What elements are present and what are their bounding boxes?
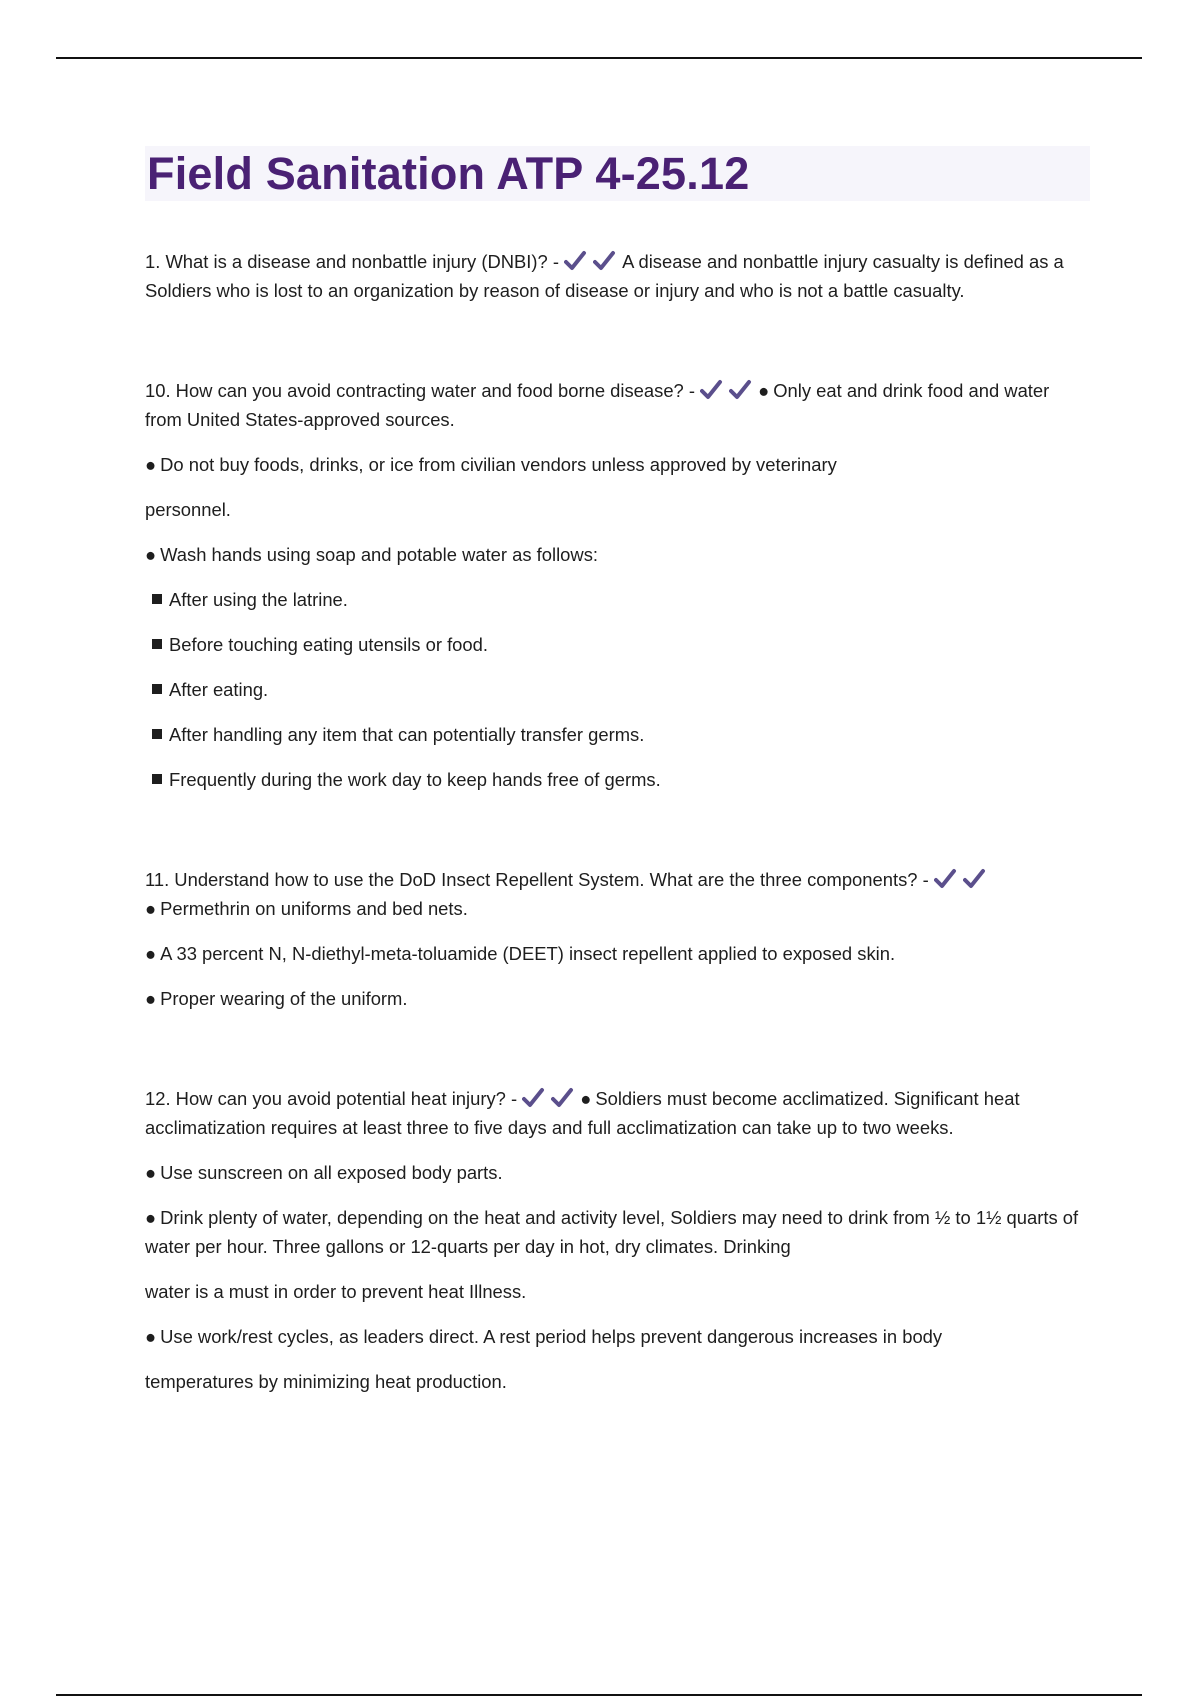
square-bullet-icon: [152, 594, 162, 604]
check-icon: [700, 379, 723, 401]
qa-item-10: [145, 376, 1090, 794]
check-icon: [963, 868, 986, 890]
title-band: [145, 146, 1090, 201]
top-rule: [56, 57, 1142, 59]
bullet-continuation: temperatures by minimizing heat production.: [145, 1371, 507, 1392]
square-bullet-icon: [152, 684, 162, 694]
qa-paragraph: [145, 1084, 1090, 1142]
sub-bullet-text: After handling any item that can potentially transfer germs.: [169, 724, 645, 745]
bullet-continuation: personnel.: [145, 499, 231, 520]
check-icon: [934, 868, 957, 890]
sub-bullet-text: After using the latrine.: [169, 589, 348, 610]
check-icon: [522, 1087, 545, 1109]
dash-separator: -: [683, 380, 701, 401]
bullet-item: [145, 540, 1090, 569]
bullet-text: Do not buy foods, drinks, or ice from civilian vendors unless approved by veterinary: [160, 454, 837, 475]
bottom-rule: [56, 1694, 1142, 1696]
sub-bullet-item: [145, 630, 1090, 659]
sub-bullet-item: [145, 765, 1090, 794]
bullet-text: Wash hands using soap and potable water as follows:: [160, 544, 599, 565]
bullet-item: [145, 939, 1090, 968]
sub-bullet-text: Frequently during the work day to keep hands free of germs.: [169, 769, 661, 790]
bullet-text: A 33 percent N, N-diethyl-meta-toluamide (DEET) insect repellent applied to exposed skin.: [160, 943, 896, 964]
check-icon: [564, 250, 587, 272]
question-text: 10. How can you avoid contracting water and food borne disease?: [145, 380, 684, 401]
square-bullet-icon: [152, 774, 162, 784]
answer-text: Soldiers must become acclimatized. Significant heat acclimatization requires at least three to five days and full acclimatization can take up to two weeks.: [145, 1088, 1020, 1138]
sub-bullet-item: [145, 675, 1090, 704]
sub-bullet-text: Before touching eating utensils or food.: [169, 634, 488, 655]
check-icon: [729, 379, 752, 401]
dash-separator: -: [917, 869, 934, 890]
qa-paragraph: [145, 247, 1090, 305]
bullet-icon: ●: [145, 544, 157, 565]
bullet-item: [145, 1158, 1090, 1187]
question-text: 11. Understand how to use the DoD Insect Repellent System. What are the three components?: [145, 869, 918, 890]
bullet-item: [145, 1203, 1090, 1261]
bullet-icon: ●: [145, 1326, 157, 1347]
check-icon: [551, 1087, 574, 1109]
answer-text: Permethrin on uniforms and bed nets.: [160, 898, 468, 919]
qa-item-1: [145, 247, 1090, 305]
sub-bullet-item: [145, 585, 1090, 614]
question-text: 12. How can you avoid potential heat injury?: [145, 1088, 506, 1109]
page-title: Field Sanitation ATP 4-25.12: [147, 148, 750, 199]
bullet-icon: ●: [580, 1088, 592, 1109]
answer-text: A disease and nonbattle injury casualty is defined as a Soldiers who is lost to an organization by reason of disease or injury and who is not a battle casualty.: [145, 251, 1064, 301]
qa-item-12: [145, 1084, 1090, 1396]
question-text: 1. What is a disease and nonbattle injury (DNBI)?: [145, 251, 548, 272]
bullet-continuation: water is a must in order to prevent heat Illness.: [145, 1281, 527, 1302]
bullet-text: Use sunscreen on all exposed body parts.: [160, 1162, 503, 1183]
square-bullet-icon: [152, 639, 162, 649]
document-body: [145, 146, 1090, 1396]
bullet-icon: ●: [145, 454, 157, 475]
qa-item-11: [145, 865, 1090, 1013]
bullet-icon: ●: [145, 898, 157, 919]
qa-paragraph: [145, 865, 1090, 923]
check-icon: [593, 250, 616, 272]
dash-separator: -: [547, 251, 565, 272]
bullet-text: Use work/rest cycles, as leaders direct. A rest period helps prevent dangerous increases in body: [160, 1326, 943, 1347]
qa-paragraph: [145, 376, 1090, 434]
answer-text: Only eat and drink food and water from United States-approved sources.: [145, 380, 1050, 430]
bullet-item: [145, 1322, 1090, 1351]
bullet-item: [145, 450, 1090, 479]
bullet-text: Drink plenty of water, depending on the heat and activity level, Soldiers may need to drink from ½ to 1½ quarts of water per hour. Three gallons or 12-quarts per day in hot, dry climates. Drinking: [145, 1207, 1079, 1257]
dash-separator: -: [505, 1088, 523, 1109]
bullet-icon: ●: [758, 380, 770, 401]
bullet-icon: ●: [145, 943, 157, 964]
bullet-icon: ●: [145, 1207, 157, 1228]
bullet-icon: ●: [145, 988, 157, 1009]
sub-bullet-text: After eating.: [169, 679, 269, 700]
bullet-icon: ●: [145, 1162, 157, 1183]
bullet-item: [145, 984, 1090, 1013]
square-bullet-icon: [152, 729, 162, 739]
sub-bullet-item: [145, 720, 1090, 749]
bullet-text: Proper wearing of the uniform.: [160, 988, 408, 1009]
